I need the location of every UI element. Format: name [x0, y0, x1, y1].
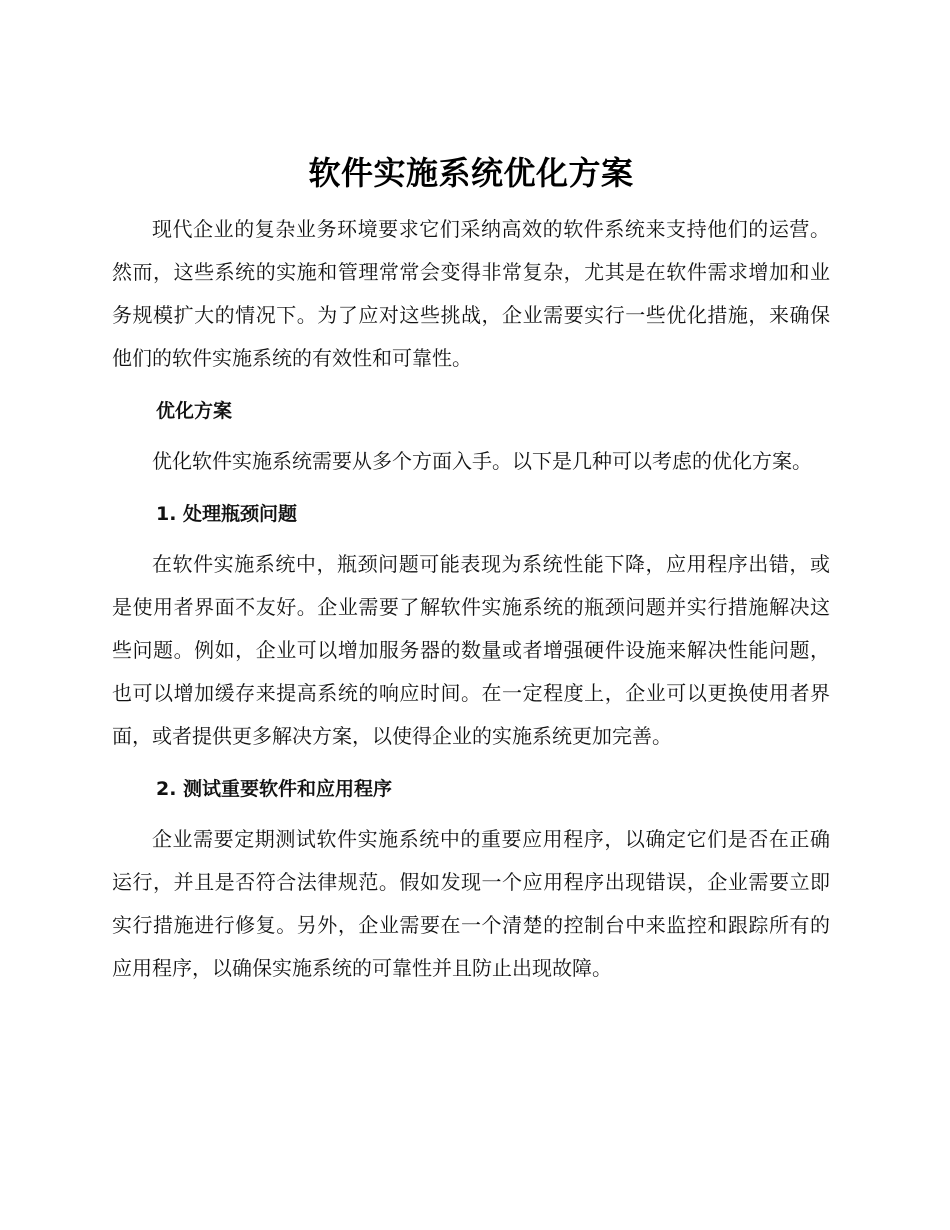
section-intro-paragraph: 优化软件实施系统需要从多个方面入手。以下是几种可以考虑的优化方案。 [152, 449, 812, 473]
item-2-heading: 2. 测试重要软件和应用程序 [156, 778, 393, 800]
item-1-body: 在软件实施系统中，瓶颈问题可能表现为系统性能下降，应用程序出错，或是使用者界面不友好。企业需要了解软件实施系统的瓶颈问题并实行措施解决这些问题。例如，企业可以增加服务器的数量或者增强硬件设施来解决性能问题，也可以增加缓存来提高系统的响应时间。在一定程度上，企业可以更换使用者界面，或者提供更多解决方案，以使得企业的实施系统更加完善。 [112, 552, 830, 748]
document-title: 软件实施系统优化方案 [308, 154, 634, 192]
intro-paragraph: 现代企业的复杂业务环境要求它们采纳高效的软件系统来支持他们的运营。然而，这些系统的实施和管理常常会变得非常复杂，尤其是在软件需求增加和业务规模扩大的情况下。为了应对这些挑战，企业需要实行一些优化措施，来确保他们的软件实施系统的有效性和可靠性。 [112, 217, 830, 370]
item-2-body: 企业需要定期测试软件实施系统中的重要应用程序，以确定它们是否在正确运行，并且是否符合法律规范。假如发现一个应用程序出现错误，企业需要立即实行措施进行修复。另外，企业需要在一个清楚的控制台中来监控和跟踪所有的应用程序，以确保实施系统的可靠性并且防止出现故障。 [112, 827, 830, 980]
section-heading: 优化方案 [156, 400, 233, 422]
item-1-heading: 1. 处理瓶颈问题 [156, 503, 298, 525]
